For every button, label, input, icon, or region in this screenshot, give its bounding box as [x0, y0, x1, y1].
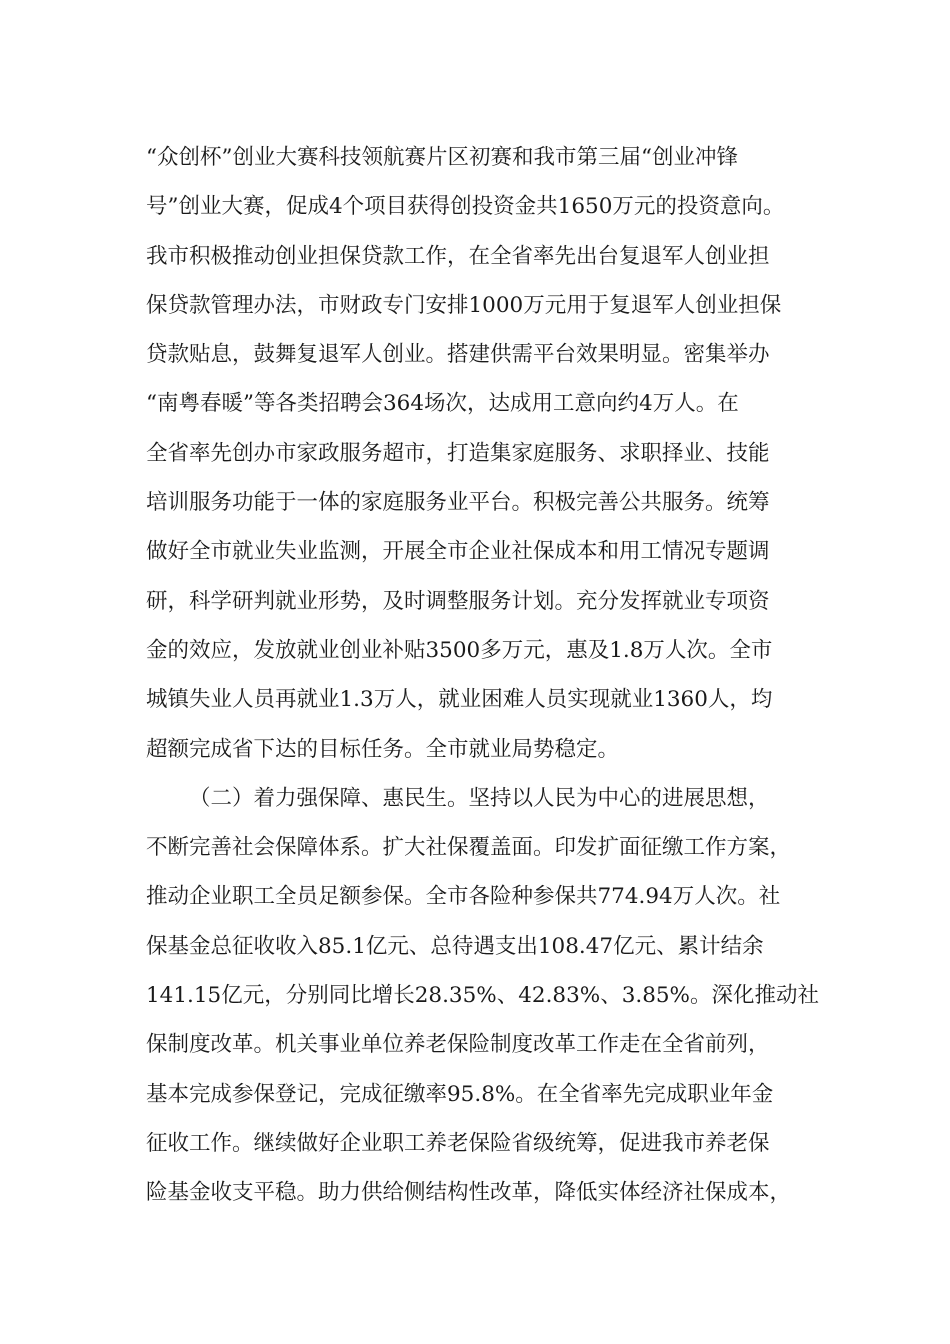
text-line: 推动企业职工全员足额参保。全市各险种参保共774.94万人次。社	[146, 884, 781, 910]
text-line: 保基金总征收收入85.1亿元、总待遇支出108.47亿元、累计结余	[146, 933, 764, 959]
text-line: 全省率先创办市家政服务超市，打造集家庭服务、求职择业、技能	[146, 440, 770, 466]
text-line: 保制度改革。机关事业单位养老保险制度改革工作走在全省前列，	[146, 1032, 770, 1058]
text-line: 贷款贴息，鼓舞复退军人创业。搭建供需平台效果明显。密集举办	[146, 342, 770, 368]
section-heading-line: （二）着力强保障、惠民生。坚持以人民为中心的进展思想，	[189, 785, 770, 811]
text-line: 研，科学研判就业形势，及时调整服务计划。充分发挥就业专项资	[146, 588, 770, 614]
text-line: 做好全市就业失业监测，开展全市企业社保成本和用工情况专题调	[146, 539, 770, 565]
text-line: 不断完善社会保障体系。扩大社保覆盖面。印发扩面征缴工作方案，	[146, 835, 792, 861]
text-line: 号”创业大赛，促成4个项目获得创投资金共1650万元的投资意向。	[146, 194, 785, 220]
text-line: 141.15亿元，分别同比增长28.35%、42.83%、3.85%。深化推动社	[146, 983, 819, 1009]
body-text	[146, 133, 826, 1218]
text-line: 城镇失业人员再就业1.3万人，就业困难人员实现就业1360人，均	[146, 687, 773, 713]
text-line: 金的效应，发放就业创业补贴3500多万元，惠及1.8万人次。全市	[146, 637, 773, 663]
text-line: 我市积极推动创业担保贷款工作，在全省率先出台复退军人创业担	[146, 243, 770, 269]
text-line: 基本完成参保登记，完成征缴率95.8%。在全省率先完成职业年金	[146, 1081, 774, 1107]
text-line: “众创杯”创业大赛科技领航赛片区初赛和我市第三届“创业冲锋	[146, 145, 738, 170]
text-line: “南粤春暖”等各类招聘会364场次，达成用工意向约4万人。在	[146, 391, 739, 417]
text-line: 保贷款管理办法，市财政专门安排1000万元用于复退军人创业担保	[146, 292, 782, 318]
text-line: 培训服务功能于一体的家庭服务业平台。积极完善公共服务。统筹	[146, 490, 770, 516]
text-line: 超额完成省下达的目标任务。全市就业局势稳定。	[146, 736, 620, 762]
text-line: 险基金收支平稳。助力供给侧结构性改革，降低实体经济社保成本，	[146, 1180, 792, 1206]
text-line: 征收工作。继续做好企业职工养老保险省级统筹，促进我市养老保	[146, 1130, 770, 1156]
